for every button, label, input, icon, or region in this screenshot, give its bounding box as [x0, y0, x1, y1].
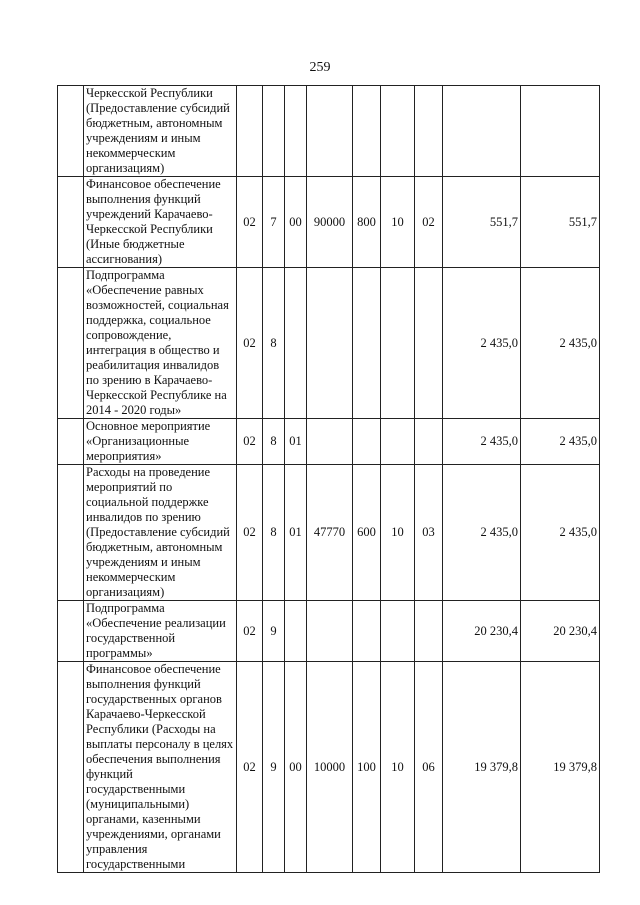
- code-cell: [415, 419, 443, 465]
- code-cell: 00: [285, 177, 307, 268]
- row-name-cell: Подпрограмма «Обеспечение реализации государственной программы»: [84, 601, 237, 662]
- table-row: [58, 86, 600, 177]
- code-cell: 10: [381, 662, 415, 873]
- code-cell: [381, 268, 415, 419]
- code-cell: [307, 419, 353, 465]
- row-index-cell: [58, 177, 84, 268]
- code-cell: [353, 601, 381, 662]
- code-cell: 8: [263, 465, 285, 601]
- sum-cell: 2 435,0: [521, 465, 600, 601]
- sum-cell: 19 379,8: [443, 662, 521, 873]
- sum-cell: [443, 86, 521, 177]
- code-cell: 02: [237, 177, 263, 268]
- code-cell: 10000: [307, 662, 353, 873]
- code-cell: [285, 268, 307, 419]
- table-row: [58, 419, 600, 465]
- code-cell: 06: [415, 662, 443, 873]
- sum-cell: [521, 86, 600, 177]
- code-cell: 02: [237, 662, 263, 873]
- code-cell: [285, 601, 307, 662]
- code-cell: [415, 86, 443, 177]
- code-cell: [415, 601, 443, 662]
- code-cell: 02: [415, 177, 443, 268]
- code-cell: [307, 268, 353, 419]
- code-cell: [307, 86, 353, 177]
- code-cell: 02: [237, 465, 263, 601]
- sum-cell: 2 435,0: [521, 419, 600, 465]
- sum-cell: 2 435,0: [443, 465, 521, 601]
- table-row: [58, 268, 600, 419]
- sum-cell: 20 230,4: [443, 601, 521, 662]
- row-index-cell: [58, 419, 84, 465]
- row-name-cell: Подпрограмма «Обеспечение равных возможностей, социальная поддержка, социальное сопровождение, интеграция в общество и реабилитация инвалидов по зрению в Карачаево-Черкесской Республике на 2014 - 2020 годы»: [84, 268, 237, 419]
- code-cell: [237, 86, 263, 177]
- row-name-cell: Основное мероприятие «Организационные мероприятия»: [84, 419, 237, 465]
- sum-cell: 2 435,0: [443, 419, 521, 465]
- code-cell: 01: [285, 465, 307, 601]
- code-cell: 9: [263, 662, 285, 873]
- code-cell: 90000: [307, 177, 353, 268]
- table-row: [58, 662, 600, 873]
- code-cell: 8: [263, 268, 285, 419]
- code-cell: [307, 601, 353, 662]
- row-name-cell: Финансовое обеспечение выполнения функций учреждений Карачаево-Черкесской Республики (Иные бюджетные ассигнования): [84, 177, 237, 268]
- sum-cell: 20 230,4: [521, 601, 600, 662]
- code-cell: [381, 86, 415, 177]
- code-cell: 9: [263, 601, 285, 662]
- code-cell: 8: [263, 419, 285, 465]
- code-cell: [381, 419, 415, 465]
- row-name-cell: Черкесской Республики (Предоставление субсидий бюджетным, автономным учреждениям и иным некоммерческим организациям): [84, 86, 237, 177]
- code-cell: 100: [353, 662, 381, 873]
- sum-cell: 551,7: [521, 177, 600, 268]
- row-index-cell: [58, 268, 84, 419]
- sum-cell: 2 435,0: [521, 268, 600, 419]
- sum-cell: 2 435,0: [443, 268, 521, 419]
- code-cell: 00: [285, 662, 307, 873]
- code-cell: [353, 86, 381, 177]
- code-cell: 7: [263, 177, 285, 268]
- code-cell: 02: [237, 268, 263, 419]
- code-cell: [415, 268, 443, 419]
- code-cell: [353, 419, 381, 465]
- code-cell: 02: [237, 419, 263, 465]
- code-cell: [285, 86, 307, 177]
- budget-table: [57, 85, 600, 873]
- code-cell: 03: [415, 465, 443, 601]
- code-cell: [263, 86, 285, 177]
- row-index-cell: [58, 662, 84, 873]
- code-cell: 01: [285, 419, 307, 465]
- row-name-cell: Финансовое обеспечение выполнения функций государственных органов Карачаево-Черкесской Республики (Расходы на выплаты персоналу в целях обеспечения выполнения функций государственными (муниципальными) органами, казенными учреждениями, органами управления государственными: [84, 662, 237, 873]
- code-cell: 10: [381, 177, 415, 268]
- code-cell: 600: [353, 465, 381, 601]
- code-cell: 02: [237, 601, 263, 662]
- table-row: [58, 601, 600, 662]
- code-cell: 800: [353, 177, 381, 268]
- page-number: 259: [309, 60, 331, 75]
- code-cell: [381, 601, 415, 662]
- code-cell: 47770: [307, 465, 353, 601]
- row-index-cell: [58, 601, 84, 662]
- code-cell: 10: [381, 465, 415, 601]
- table-row: [58, 177, 600, 268]
- code-cell: [353, 268, 381, 419]
- sum-cell: 19 379,8: [521, 662, 600, 873]
- table-row: [58, 465, 600, 601]
- row-index-cell: [58, 86, 84, 177]
- row-index-cell: [58, 465, 84, 601]
- sum-cell: 551,7: [443, 177, 521, 268]
- row-name-cell: Расходы на проведение мероприятий по социальной поддержке инвалидов по зрению (Предоставление субсидий бюджетным, автономным учреждениям и иным некоммерческим организациям): [84, 465, 237, 601]
